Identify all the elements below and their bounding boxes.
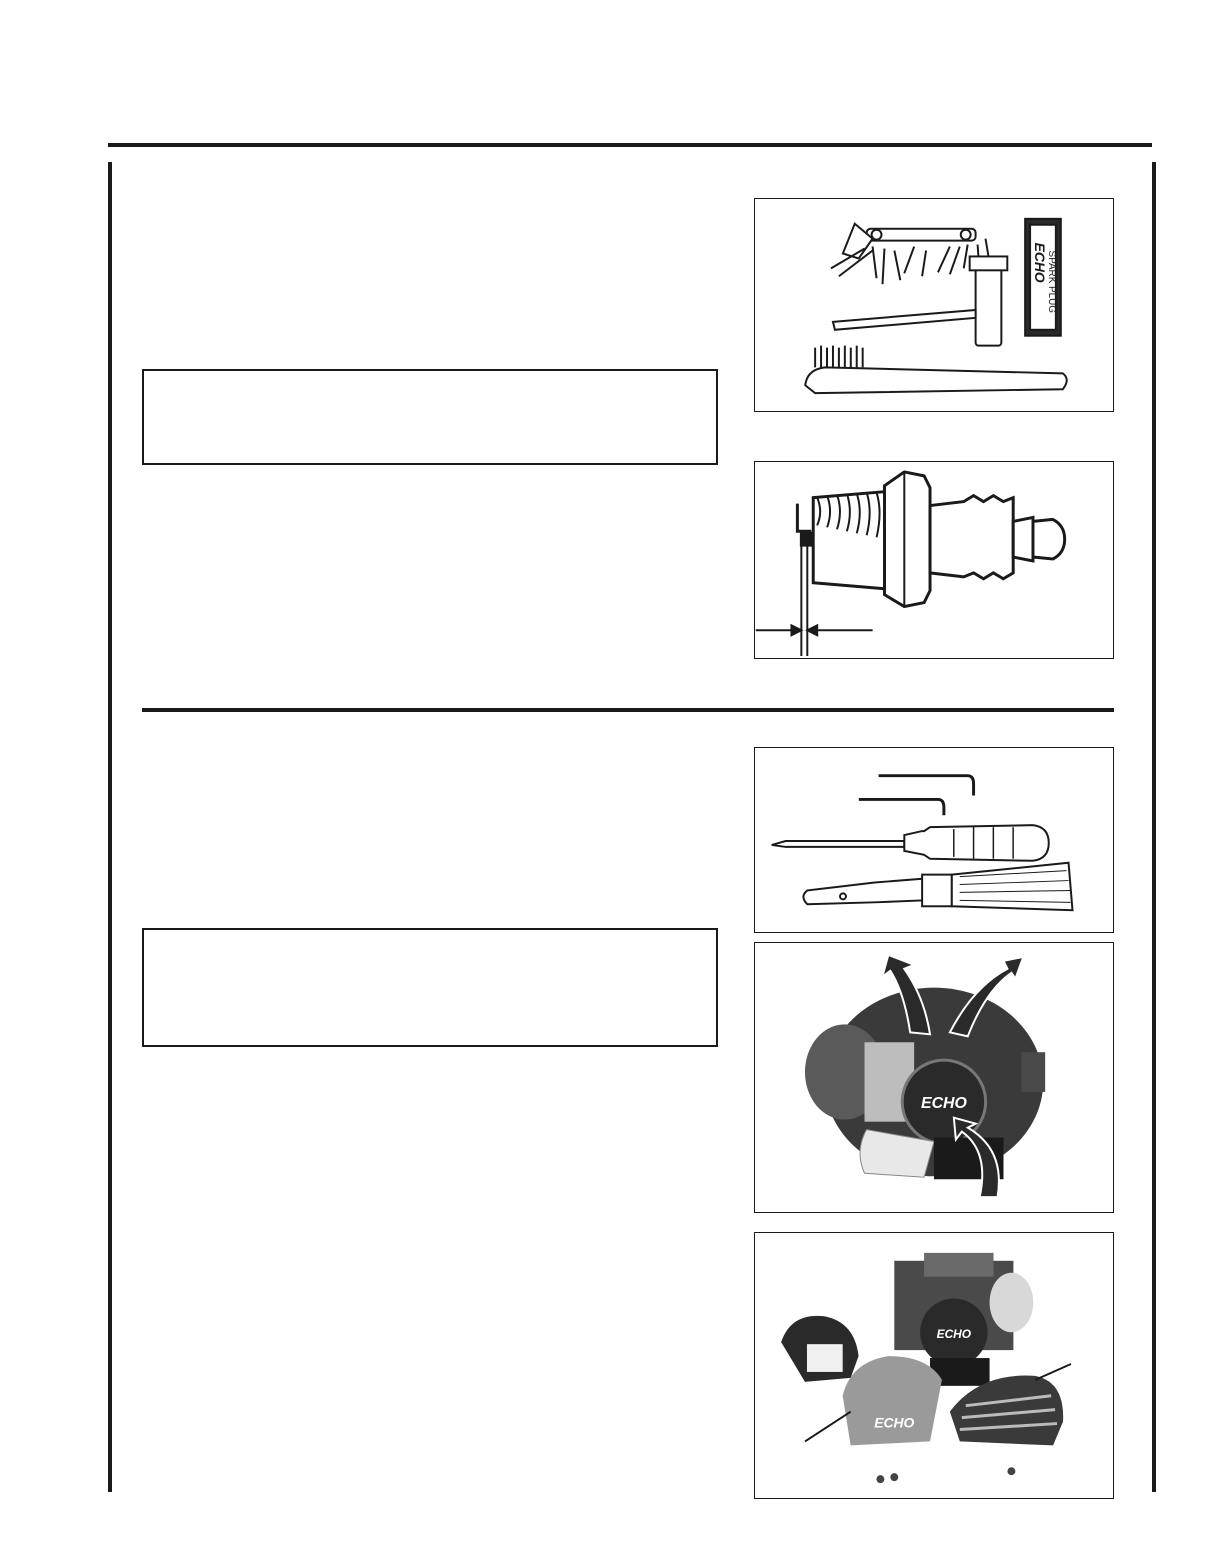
notice-box-1 (142, 369, 718, 465)
engine-echo-logo: ECHO (920, 1094, 967, 1112)
left-border (108, 162, 112, 1492)
spark-plug-tools-illustration (755, 199, 1113, 411)
feeler-gauge-icon (831, 224, 990, 284)
hex-key-icon (859, 776, 974, 816)
engine-airflow-figure (754, 942, 1114, 1213)
cover-echo-logo: ECHO (874, 1414, 915, 1431)
screw-icon (876, 1467, 1015, 1483)
top-rule (108, 143, 1152, 147)
spark-plug-box-label: SPARK PLUG (1045, 250, 1057, 313)
cleaning-tools-illustration (755, 748, 1113, 932)
cleaning-tools-figure (754, 747, 1114, 933)
spark-plug-icon (797, 472, 1064, 607)
echo-brand-mark: ECHO (1032, 242, 1049, 283)
wire-brush-icon (805, 346, 1067, 394)
section-divider (142, 708, 1114, 712)
engine-covers-figure (754, 1232, 1114, 1499)
spark-plug-gap-figure (754, 461, 1114, 659)
spark-plug-box-icon (1025, 219, 1061, 336)
spark-plug-wrench-icon (833, 256, 1007, 345)
engine-airflow-illustration (755, 943, 1113, 1212)
right-border (1152, 162, 1156, 1492)
engine-covers-illustration (755, 1233, 1113, 1498)
spark-plug-tools-figure (754, 198, 1114, 412)
spark-plug-gap-illustration (755, 462, 1113, 658)
screwdriver-icon (772, 825, 1049, 861)
notice-box-2 (142, 928, 718, 1047)
engine-echo-logo-small: ECHO (936, 1327, 972, 1342)
brush-icon (803, 863, 1072, 910)
